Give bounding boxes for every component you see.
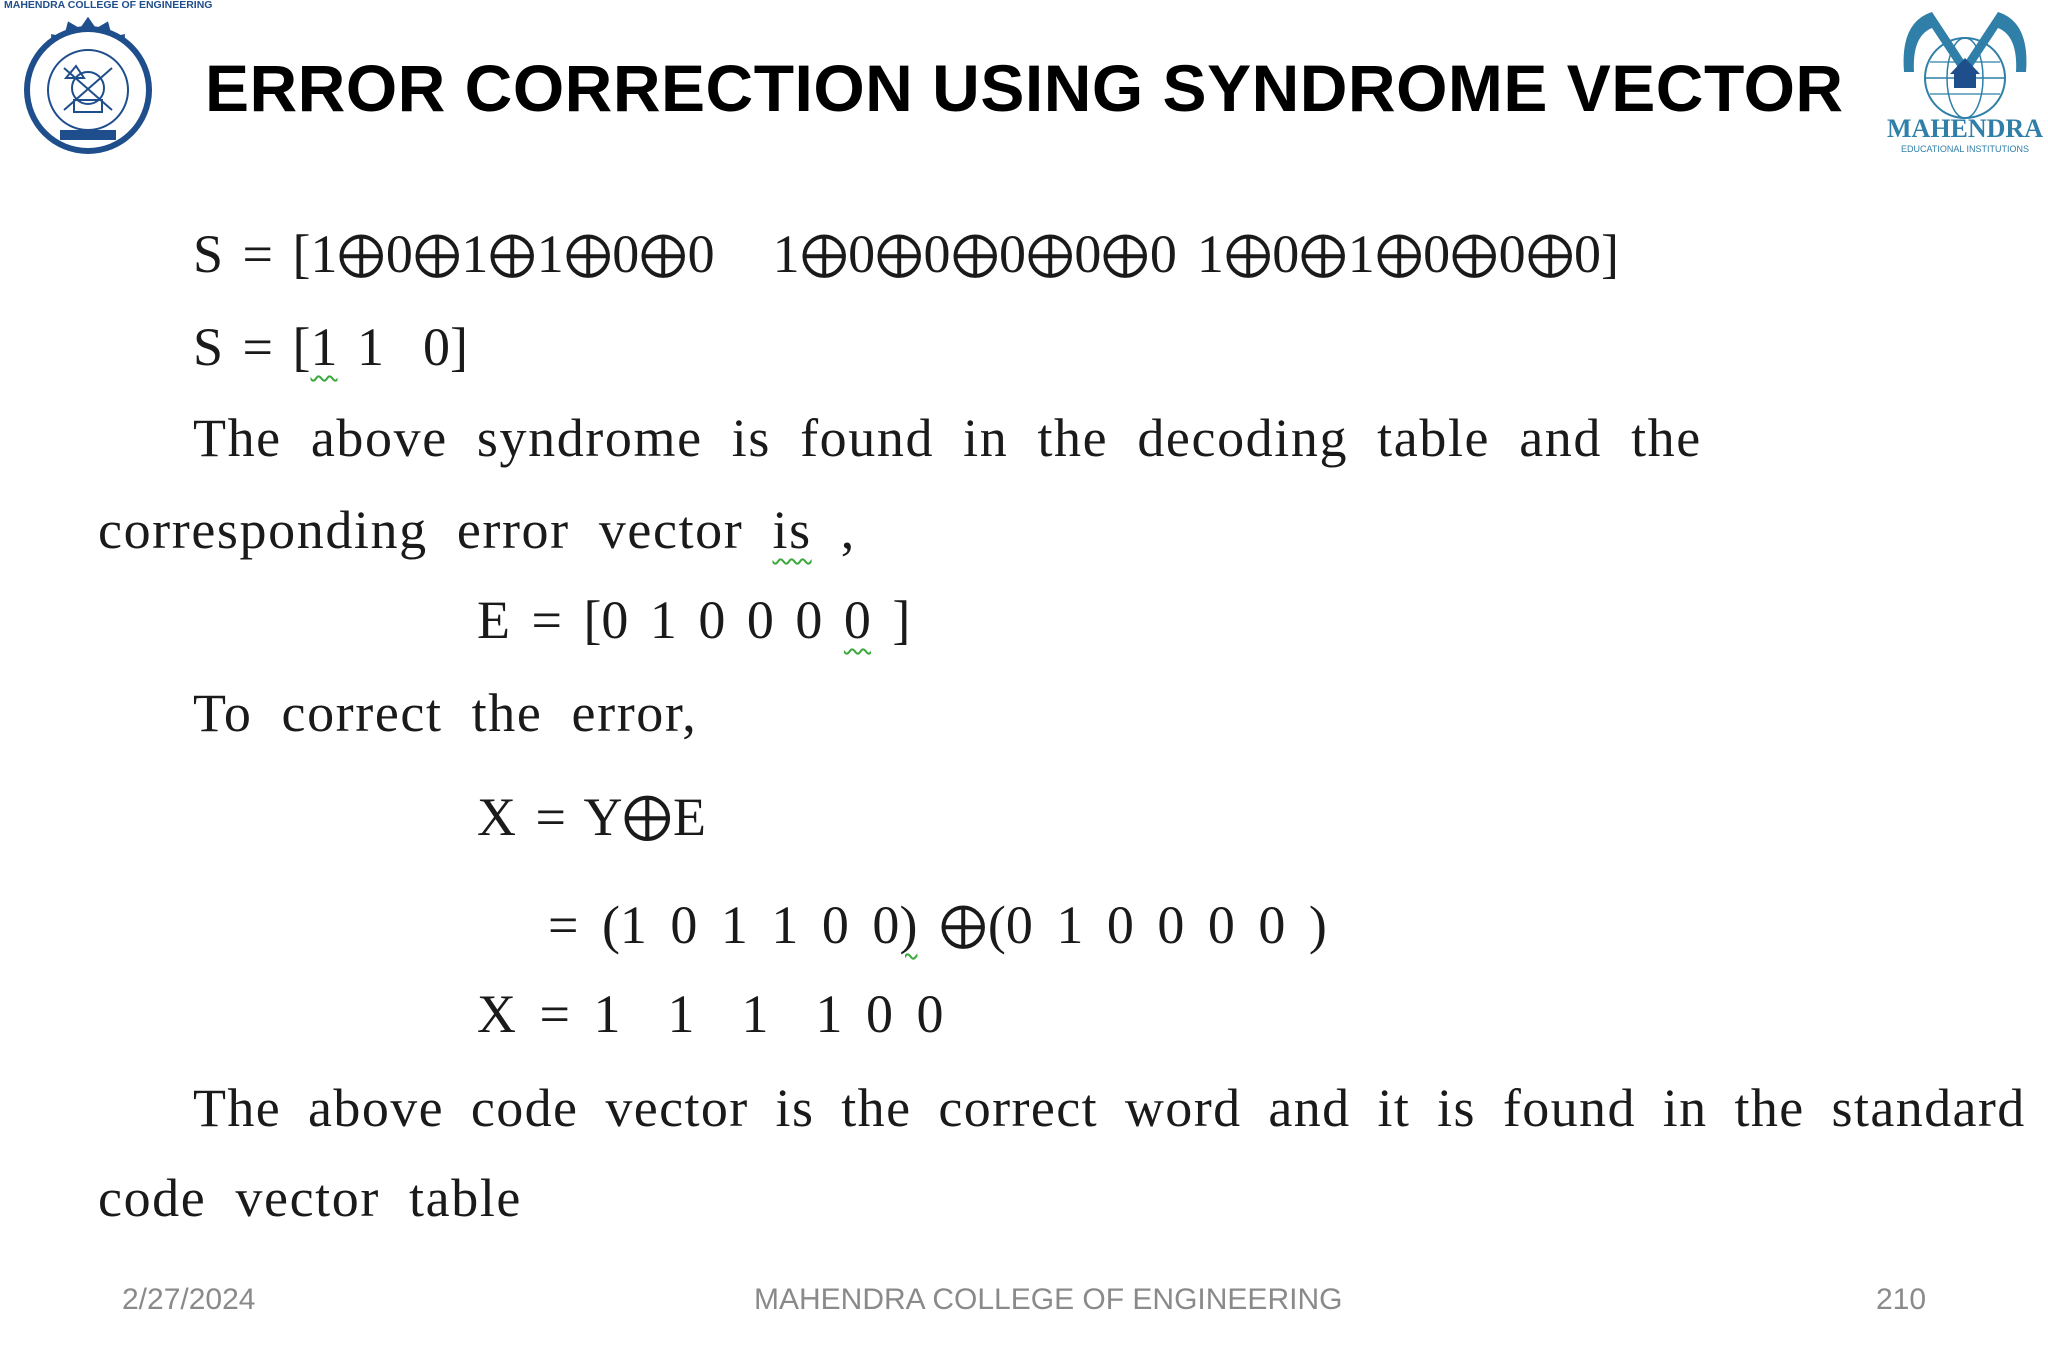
syndrome-result: S = [1 1 0] [193, 317, 468, 377]
xor-symbol [1527, 233, 1573, 279]
xor-symbol [1225, 233, 1271, 279]
mahendra-institutions-logo [1887, 2, 2043, 167]
logo-wordmark: MAHENDRA [1887, 114, 2043, 143]
syndrome-bit: 0 [687, 224, 715, 284]
footer-page-number: 210 [1876, 1283, 1927, 1316]
syndrome-bit: 0 [1574, 224, 1602, 284]
syndrome-group-2 [773, 224, 1177, 284]
paragraph-1-line-1: The above syndrome is found in the decoding table and the [193, 408, 1702, 468]
xor-symbol [1300, 233, 1346, 279]
syndrome-bit: 1 [536, 224, 564, 284]
xor-symbol [876, 233, 922, 279]
college-seal-logo [4, 0, 213, 168]
x-result: X = 1 1 1 1 0 0 [477, 984, 944, 1044]
paragraph-2-line-2: code vector table [98, 1168, 522, 1228]
syndrome-bit: 1 [461, 224, 489, 284]
xor-symbol [940, 904, 986, 950]
syndrome-bit: 0 [1074, 224, 1102, 284]
xor-symbol [565, 233, 611, 279]
xor-symbol [952, 233, 998, 279]
xor-symbol [1102, 233, 1148, 279]
xor-symbol [1451, 233, 1497, 279]
correct-intro: To correct the error, [193, 683, 698, 743]
xor-symbol [414, 233, 460, 279]
syndrome-group-3 [1197, 224, 1601, 284]
x-sum: = (1 0 1 1 0 0) (0 1 0 0 0 0 ) [548, 895, 1327, 955]
syndrome-bit: 1 [1196, 224, 1224, 284]
paragraph-1-line-2: corresponding error vector is , [98, 500, 856, 560]
syndrome-group-1 [310, 224, 714, 284]
xor-symbol [623, 794, 672, 843]
syndrome-bit: 1 [772, 224, 800, 284]
syndrome-bit: 0 [385, 224, 413, 284]
footer-date: 2/27/2024 [122, 1283, 256, 1316]
slide-title: ERROR CORRECTION USING SYNDROME VECTOR [205, 51, 1844, 125]
syndrome-bit: 0 [1149, 224, 1177, 284]
x-formula: X = Y E [477, 787, 707, 847]
syndrome-bit: 0 [612, 224, 640, 284]
xor-symbol [489, 233, 535, 279]
syndrome-bit: 0 [1423, 224, 1451, 284]
syndrome-bit: 0 [848, 224, 876, 284]
syndrome-bit: 0 [998, 224, 1026, 284]
logo-subtext: EDUCATIONAL INSTITUTIONS [1900, 144, 2030, 154]
syndrome-bit: 0 [1498, 224, 1526, 284]
paragraph-2-line-1: The above code vector is the correct word and it is found in the standard [193, 1078, 2026, 1138]
syndrome-bit: 1 [1347, 224, 1375, 284]
syndrome-bit: 1 [310, 224, 338, 284]
error-vector: E = [0 1 0 0 0 0 ] [477, 590, 911, 650]
syndrome-bit: 0 [1272, 224, 1300, 284]
xor-symbol [338, 233, 384, 279]
seal-ring-text: MAHENDRA COLLEGE OF ENGINEERING [4, 0, 213, 11]
xor-symbol [1027, 233, 1073, 279]
xor-symbol [801, 233, 847, 279]
xor-symbol [1376, 233, 1422, 279]
syndrome-bit: 0 [923, 224, 951, 284]
syndrome-calculation: S = [1 0 1 1 0 0 1 0 0 0 0 0 1 0 1 0 0 0] [193, 224, 1620, 284]
footer-institution: MAHENDRA COLLEGE OF ENGINEERING [754, 1283, 1343, 1316]
xor-symbol [640, 233, 686, 279]
